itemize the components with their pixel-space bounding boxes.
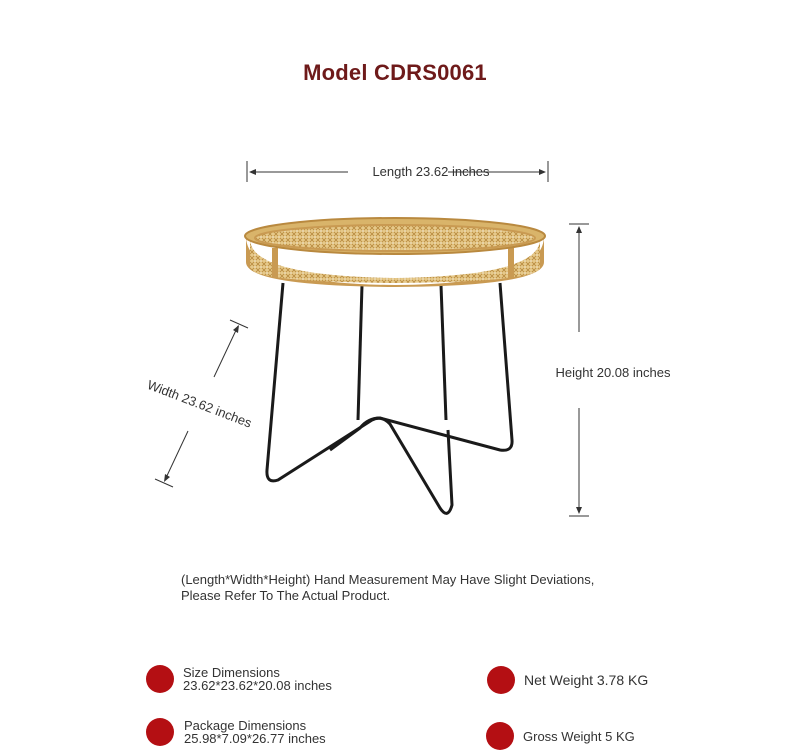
net-weight-text: Net Weight 3.78 KG	[524, 671, 649, 688]
spec-size-dimensions	[146, 665, 332, 693]
measurement-note: (Length*Width*Height) Hand Measurement May Have Slight Deviations, Please Refer To The Actual Product.	[181, 572, 595, 603]
spec-package-dimensions	[146, 718, 326, 746]
bullet-icon	[146, 718, 174, 746]
bullet-icon	[146, 665, 174, 693]
table-illustration	[245, 218, 545, 513]
spec-gross-weight	[486, 722, 635, 750]
size-dimensions-value: 23.62*23.62*20.08 inches	[183, 678, 332, 693]
width-label: Width 23.62 inches	[145, 376, 254, 431]
page-title: Model CDRS0061	[303, 60, 487, 85]
bullet-icon	[486, 722, 514, 750]
package-dimensions-label: Package Dimensions	[184, 718, 307, 733]
height-dimension	[556, 224, 671, 516]
gross-weight-text: Gross Weight 5 KG	[523, 728, 635, 744]
spec-net-weight	[487, 666, 648, 694]
height-label: Height 20.08 inches	[555, 365, 671, 380]
package-dimensions-value: 25.98*7.09*26.77 inches	[184, 731, 326, 746]
width-dimension	[145, 320, 254, 487]
size-dimensions-label: Size Dimensions	[183, 665, 280, 680]
length-dimension	[247, 161, 548, 182]
bullet-icon	[487, 666, 515, 694]
length-label: Length 23.62 inches	[372, 164, 490, 179]
